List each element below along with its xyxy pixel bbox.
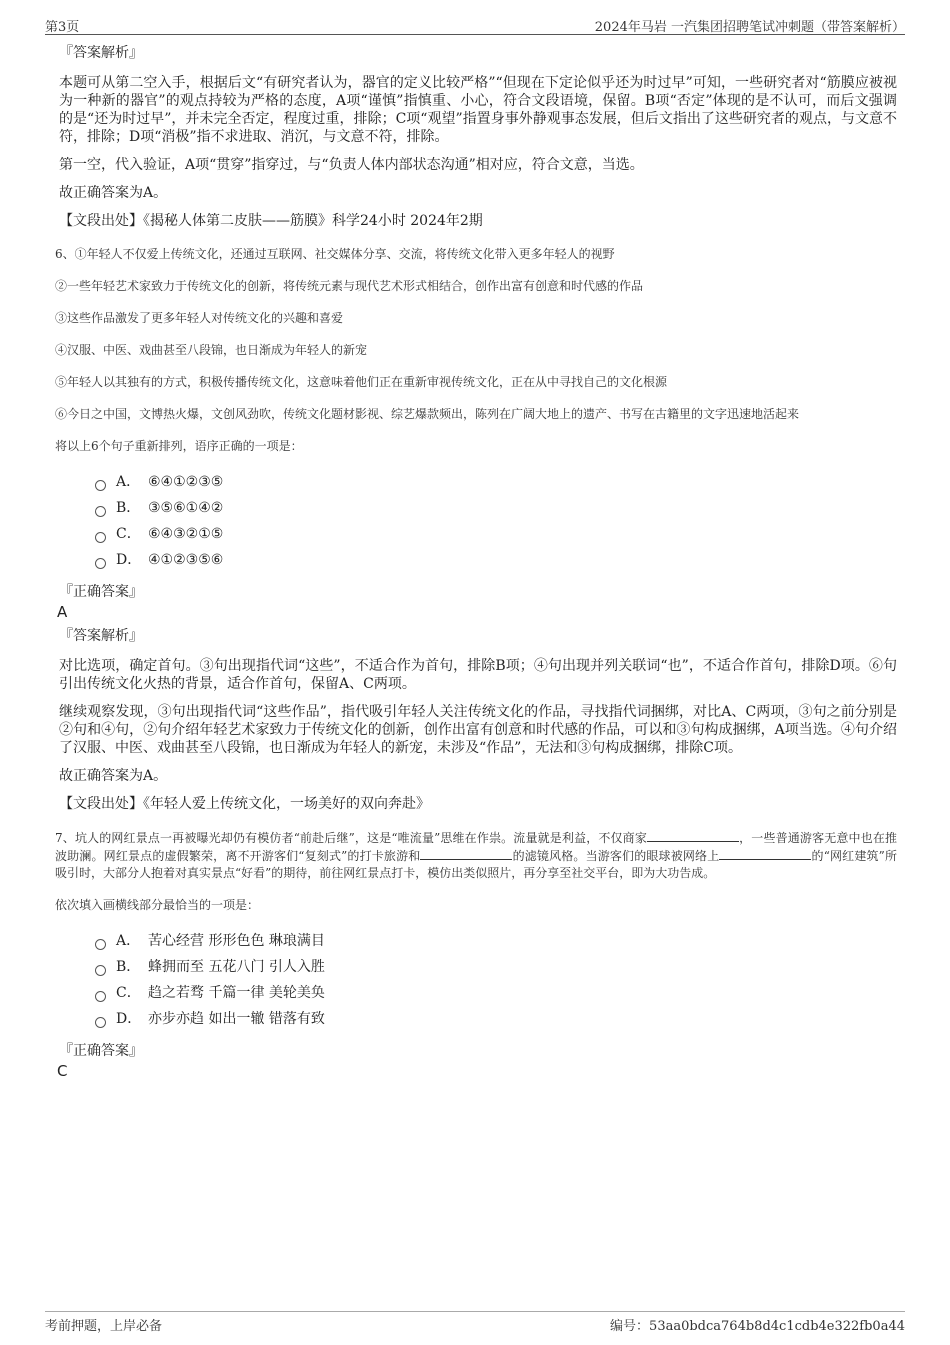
sentence-1: 6、①年轻人不仅爱上传统文化，还通过互联网、社交媒体分享、交流，将传统文化带入更多年轻人的视野 [55,247,615,261]
sentence-2: ②一些年轻艺术家致力于传统文化的创新，将传统元素与现代艺术形式相结合，创作出富有创意和时代感的作品 [55,279,644,293]
radio-icon[interactable] [95,1017,106,1028]
sentence-3: ③这些作品激发了更多年轻人对传统文化的兴趣和喜爱 [55,311,344,325]
question-stem [55,829,897,882]
option-text: 蜂拥而至 五花八门 引人入胜 [148,959,325,975]
analysis-label: 『答案解析』 [59,628,143,644]
option-text: ④①②③⑤⑥ [148,552,224,568]
footer-slogan: 考前押题，上岸必备 [45,1319,163,1334]
sentence-4: ④汉服、中医、戏曲甚至八段锦，也日渐成为年轻人的新宠 [55,343,368,357]
correct-answer-label: 『正确答案』 [59,584,143,600]
fill-blank [719,847,811,860]
correct-answer-label: 『正确答案』 [59,1043,143,1059]
document-title: 2024年马岩 一汽集团招聘笔试冲刺题（带答案解析） [594,20,905,35]
option-letter: C． [116,526,141,542]
page-footer [45,1311,905,1334]
option-letter: A． [116,933,141,949]
analysis-conclusion: 故正确答案为A。 [59,768,168,784]
option-b[interactable] [95,495,897,521]
source-citation: 【文段出处】《揭秘人体第二皮肤——筋膜》科学24小时 2024年2期 [59,213,483,229]
question-prompt: 依次填入画横线部分最恰当的一项是： [55,898,260,912]
sentence-6: ⑥今日之中国，文博热火爆，文创风劲吹，传统文化题材影视、综艺爆款频出，陈列在广阔大地上的遗产、书写在古籍里的文字迅速地活起来 [55,407,800,421]
question-prompt: 将以上6个句子重新排列，语序正确的一项是： [55,439,303,453]
option-b[interactable] [95,954,897,980]
stem-part: 的滤镜风格。当游客们的眼球被网络上 [512,849,720,863]
option-text: 苦心经营 形形色色 琳琅满目 [148,933,325,949]
radio-icon[interactable] [95,480,106,491]
question-7 [55,829,897,1080]
option-d[interactable] [95,547,897,573]
option-c[interactable] [95,521,897,547]
page-content [55,44,897,1086]
option-a[interactable] [95,928,897,954]
option-text: 趋之若骛 千篇一律 美轮美奂 [148,985,325,1001]
analysis-conclusion: 故正确答案为A。 [59,185,168,201]
correct-answer: A [57,603,68,621]
fill-blank [420,847,512,860]
correct-answer: C [57,1062,68,1080]
analysis-paragraph: 继续观察发现，③句出现指代词“这些作品”，指代吸引年轻人关注传统文化的作品，寻找指代词捆绑，对比A、C两项，③句之前分别是②句和④句，②句介绍年轻艺术家致力于传统文化的创新，创作出富有创意和时代感的作品，可以和③句构成捆绑，A项当选。④句介绍了汉服、中医、戏曲甚至八段锦，也日渐成为年轻人的新宠，未涉及“作品”，无法和③句构成捆绑，排除C项。 [59,704,897,756]
option-text: 亦步亦趋 如出一辙 错落有致 [148,1011,325,1027]
option-letter: A． [116,474,141,490]
option-text: ③⑤⑥①④② [148,500,224,516]
radio-icon[interactable] [95,558,106,569]
analysis-paragraph: 对比选项，确定首句。③句出现指代词“这些”，不适合作为首句，排除B项；④句出现并列关联词“也”，不适合作首句，排除D项。⑥句引出传统文化火热的背景，适合作首句，保留A、C两项。 [59,658,897,692]
analysis-label: 『答案解析』 [59,45,143,61]
sentence-5: ⑤年轻人以其独有的方式，积极传播传统文化，这意味着他们正在重新审视传统文化，正在从中寻找自己的文化根源 [55,375,668,389]
option-a[interactable] [95,469,897,495]
option-letter: D． [116,1011,142,1027]
page-header [45,14,905,35]
radio-icon[interactable] [95,532,106,543]
option-d[interactable] [95,1006,897,1032]
option-list [95,928,897,1032]
analysis-paragraph: 第一空，代入验证，A项“贯穿”指穿过，与“负责人体内部状态沟通”相对应，符合文意，当选。 [59,157,644,173]
radio-icon[interactable] [95,991,106,1002]
question-6 [55,246,897,813]
document-code: 编号：53aa0bdca764b8d4c1cdb4e322fb0a44 [610,1319,905,1334]
source-citation: 【文段出处】《年轻人爱上传统文化，一场美好的双向奔赴》 [59,796,430,812]
option-list [95,469,897,573]
stem-part: 7、坑人的网红景点一再被曝光却仍有模仿者“前赴后继”，这是“唯流量”思维在作祟。流量就是利益，不仅商家 [55,831,647,845]
option-c[interactable] [95,980,897,1006]
radio-icon[interactable] [95,965,106,976]
page-number: 第3页 [45,20,80,35]
option-letter: B． [116,959,141,975]
stem-part: 的“网红建筑”所吸引时，大部分人抱着对真实景点“好看”的期待，前往网红景点打卡，模仿出类似照片，再分享至社交平台，即为大功告成。 [55,849,897,880]
stem-part: ，一些普通游客无意中也在推波助澜。网红景点的虚假繁荣，离不开游客们“复刻式”的打卡旅游和 [55,831,897,863]
option-text: ⑥④③②①⑤ [148,526,224,542]
fill-blank [647,829,739,842]
option-letter: C． [116,985,141,1001]
radio-icon[interactable] [95,939,106,950]
option-letter: B． [116,500,141,516]
option-letter: D． [116,552,142,568]
radio-icon[interactable] [95,506,106,517]
option-text: ⑥④①②③⑤ [148,474,224,490]
analysis-paragraph: 本题可从第二空入手，根据后文“有研究者认为，器官的定义比较严格”“但现在下定论似乎还为时过早”可知，一些研究者对“筋膜应被视为一种新的器官”的观点持较为严格的态度，A项“谨慎”指慎重、小心，符合文段语境，保留。B项“否定”体现的是不认可，而后文强调的是“还为时过早”，并未完全否定，程度过重，排除；C项“观望”指置身事外静观事态发展，但后文指出了这些研究者的观点，与文意不符，排除；D项“消极”指不求进取、消沉，与文意不符，排除。 [59,75,897,145]
